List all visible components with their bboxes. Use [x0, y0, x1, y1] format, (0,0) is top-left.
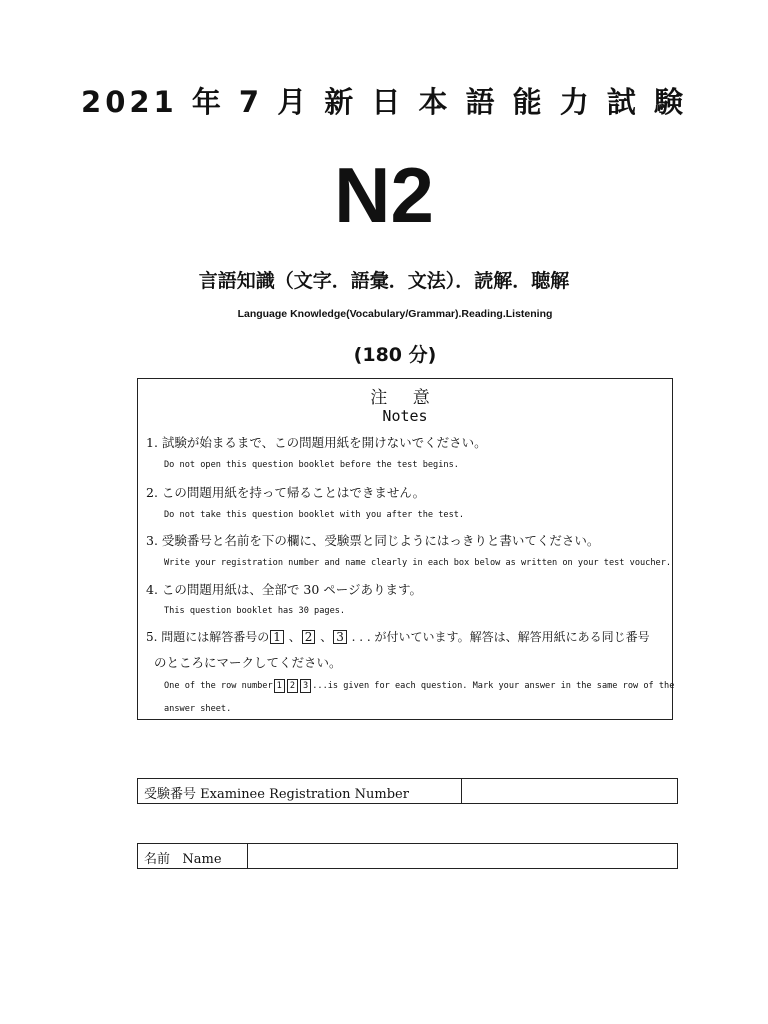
- exam-title: 2021 年 7 月 新 日 本 語 能 力 試 験: [81, 85, 687, 119]
- name-row: [137, 843, 678, 869]
- row-mark-2: 2: [287, 679, 298, 693]
- note-1-en: Do not open this question booklet before the test begins.: [164, 460, 459, 470]
- note-3-jp: 3. 受験番号と名前を下の欄に、受験票と同じようにはっきりと書いてください。: [146, 533, 600, 548]
- answer-mark-1: 1: [270, 630, 284, 644]
- answer-mark-3: 3: [333, 630, 347, 644]
- notes-box: [137, 378, 673, 720]
- exam-sections-jp: 言語知識（文字．語彙．文法）．読解．聴解: [198, 270, 570, 292]
- note-4-jp: 4. この問題用紙は、全部で 30 ページあります。: [146, 582, 423, 597]
- answer-mark-2: 2: [302, 630, 316, 644]
- exam-sections-en: Language Knowledge(Vocabulary/Grammar).Reading.Listening: [237, 308, 553, 320]
- notes-heading-jp: 注 意: [370, 388, 440, 408]
- note-5-jp-suffix: . . . が付いています。解答は、解答用紙にある同じ番号: [347, 630, 650, 644]
- exam-level: N2: [334, 151, 434, 239]
- name-box[interactable]: [248, 844, 677, 868]
- note-5-en-suffix: ...is given for each question. Mark your answer in the same row of the: [312, 681, 675, 691]
- note-5-jp: 5. 問題には解答番号の 1 、 2 、 3 . . . が付いています。解答は、解答用紙にある同じ番号: [146, 630, 650, 644]
- note-3-en: Write your registration number and name clearly in each box below as written on your test voucher.: [164, 558, 672, 568]
- note-4-en: This question booklet has 30 pages.: [164, 606, 346, 616]
- row-mark-3: 3: [300, 679, 311, 693]
- notes-heading-en: Notes: [382, 407, 428, 425]
- exam-duration: (180 分): [353, 344, 437, 366]
- note-1-jp: 1. 試験が始まるまで、この問題用紙を開けないでください。: [146, 435, 487, 450]
- note-2-jp: 2. この問題用紙を持って帰ることはできません。: [146, 485, 426, 500]
- name-label: 名前 Name: [138, 844, 248, 868]
- note-5-en-prefix: One of the row number: [164, 681, 273, 691]
- note-5-en-line2: answer sheet.: [164, 704, 232, 714]
- note-5-en: [164, 679, 674, 693]
- registration-number-label: 受験番号 Examinee Registration Number: [138, 779, 462, 803]
- row-mark-1: 1: [274, 679, 285, 693]
- note-5-jp-line2: のところにマークしてください。: [154, 655, 342, 670]
- registration-number-row: [137, 778, 678, 804]
- note-5-jp-prefix: 5. 問題には解答番号の: [146, 630, 270, 644]
- registration-number-box[interactable]: [462, 779, 677, 803]
- note-2-en: Do not take this question booklet with you after the test.: [164, 510, 465, 520]
